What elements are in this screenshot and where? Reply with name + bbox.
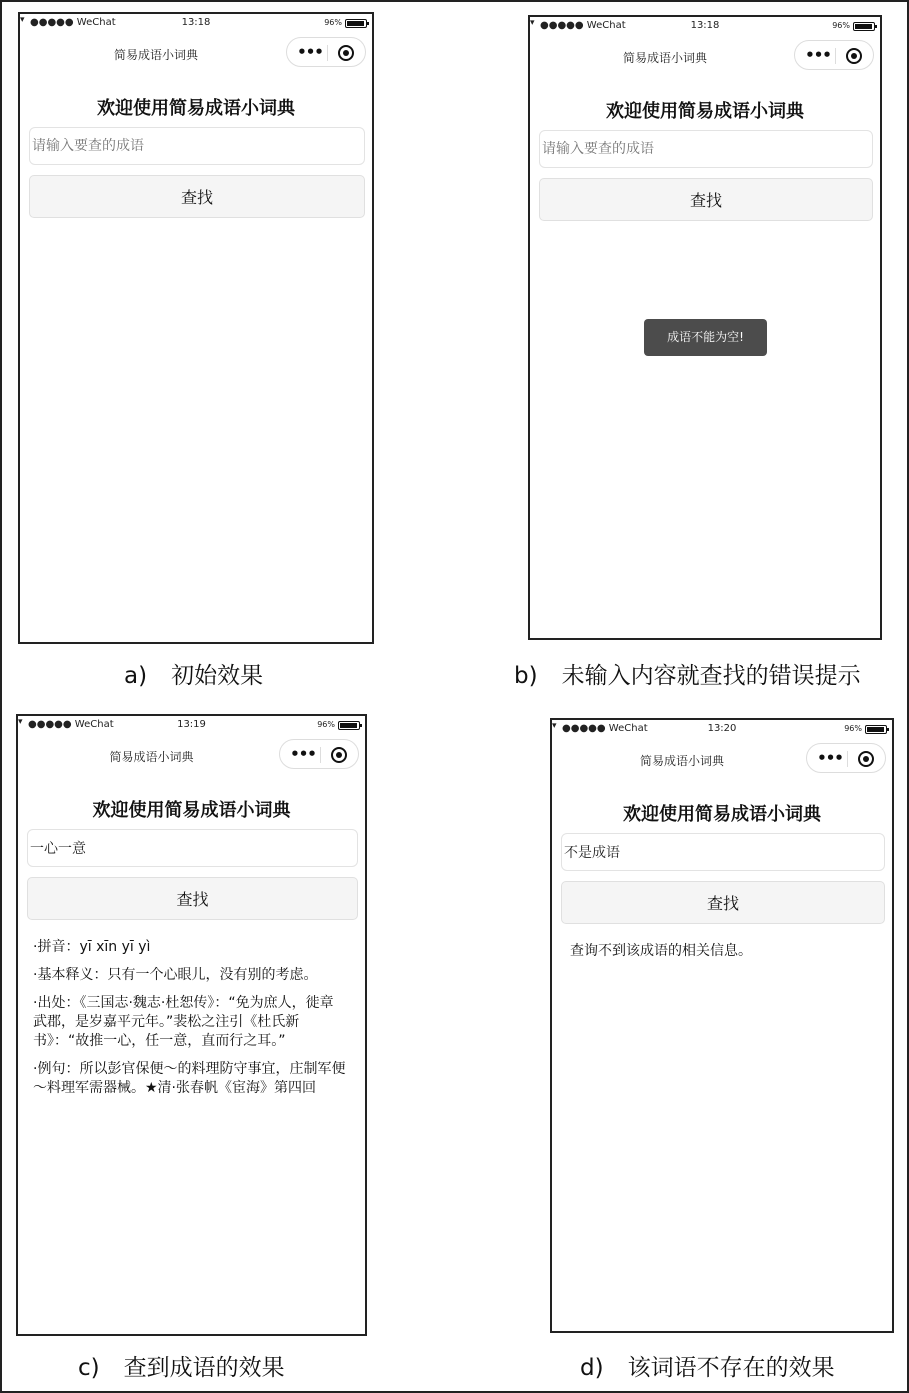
caption-text: 初始效果 bbox=[171, 663, 264, 689]
battery-icon bbox=[338, 721, 360, 730]
caption-letter: d) bbox=[580, 1355, 604, 1381]
battery-fill bbox=[855, 24, 872, 29]
battery-fill bbox=[340, 723, 357, 728]
idiom-result bbox=[33, 938, 347, 1107]
caption-c bbox=[78, 1349, 285, 1382]
carrier-label: ●●●●● WeChat bbox=[540, 20, 626, 31]
idiom-input[interactable] bbox=[27, 829, 358, 867]
phone-screen-initial bbox=[18, 12, 374, 644]
search-button[interactable]: 查找 bbox=[27, 877, 358, 920]
nav-bar bbox=[20, 36, 372, 70]
battery-percent: 96% bbox=[844, 724, 862, 733]
caption-letter: a) bbox=[124, 663, 148, 689]
wifi-icon: ▾ bbox=[18, 717, 23, 727]
caption-letter: b) bbox=[514, 663, 538, 689]
miniprogram-capsule bbox=[279, 739, 359, 769]
idiom-input[interactable] bbox=[561, 833, 885, 871]
close-target-icon[interactable] bbox=[858, 751, 874, 767]
carrier-label: ●●●●● WeChat bbox=[28, 719, 114, 730]
nav-bar bbox=[530, 39, 880, 73]
nav-title: 简易成语小词典 bbox=[639, 754, 724, 768]
error-toast: 成语不能为空! bbox=[644, 319, 767, 356]
miniprogram-capsule bbox=[806, 743, 886, 773]
more-menu-icon[interactable]: ••• bbox=[290, 745, 316, 763]
miniprogram-capsule bbox=[794, 40, 874, 70]
result-meaning: ·基本释义：只有一个心眼儿，没有别的考虑。 bbox=[33, 967, 318, 983]
status-bar bbox=[18, 716, 365, 736]
phone-screen-empty-error bbox=[528, 15, 882, 640]
nav-bar bbox=[18, 738, 365, 772]
carrier-label: ●●●●● WeChat bbox=[30, 17, 116, 28]
capsule-divider bbox=[847, 751, 848, 767]
miniprogram-capsule bbox=[286, 37, 366, 67]
idiom-input[interactable] bbox=[539, 130, 873, 168]
status-bar bbox=[530, 17, 880, 37]
idiom-input[interactable] bbox=[29, 127, 365, 165]
page-heading: 欢迎使用简易成语小词典 bbox=[623, 804, 821, 825]
capsule-divider bbox=[835, 48, 836, 64]
carrier-label: ●●●●● WeChat bbox=[562, 723, 648, 734]
more-menu-icon[interactable]: ••• bbox=[805, 46, 831, 64]
status-time: 13:19 bbox=[177, 719, 206, 730]
page-heading: 欢迎使用简易成语小词典 bbox=[606, 101, 804, 122]
battery-percent: 96% bbox=[324, 18, 342, 27]
battery-percent: 96% bbox=[832, 21, 850, 30]
status-time: 13:18 bbox=[181, 17, 211, 28]
phone-screen-not-found bbox=[550, 718, 894, 1333]
battery-fill bbox=[347, 21, 364, 26]
search-button[interactable]: 查找 bbox=[29, 175, 365, 218]
phone-screen-found bbox=[16, 714, 367, 1336]
battery-icon bbox=[865, 725, 887, 734]
nav-title: 简易成语小词典 bbox=[113, 48, 198, 62]
more-menu-icon[interactable]: ••• bbox=[817, 749, 843, 767]
result-example: ·例句：所以彭官保便～的料理防守事宜，庄制军便～料理军需器械。★清·张春帆《宦海》第四回 bbox=[33, 1061, 346, 1096]
close-target-icon[interactable] bbox=[331, 747, 347, 763]
close-target-icon[interactable] bbox=[338, 45, 354, 61]
status-bar bbox=[20, 14, 372, 34]
nav-title: 简易成语小词典 bbox=[622, 51, 707, 65]
caption-text: 查到成语的效果 bbox=[123, 1355, 285, 1381]
caption-d bbox=[580, 1349, 835, 1382]
wifi-icon: ▾ bbox=[20, 15, 25, 25]
caption-text: 该词语不存在的效果 bbox=[627, 1355, 835, 1381]
battery-icon bbox=[853, 22, 875, 31]
caption-a bbox=[124, 657, 263, 690]
close-target-icon[interactable] bbox=[846, 48, 862, 64]
nav-bar bbox=[552, 742, 892, 776]
page-heading: 欢迎使用简易成语小词典 bbox=[92, 800, 291, 821]
more-menu-icon[interactable]: ••• bbox=[297, 43, 323, 61]
status-time: 13:20 bbox=[707, 723, 737, 734]
battery-percent: 96% bbox=[317, 720, 335, 729]
search-button[interactable]: 查找 bbox=[561, 881, 885, 924]
page-heading: 欢迎使用简易成语小词典 bbox=[97, 98, 295, 119]
wifi-icon: ▾ bbox=[530, 18, 535, 28]
caption-text: 未输入内容就查找的错误提示 bbox=[561, 663, 861, 689]
battery-icon bbox=[345, 19, 367, 28]
battery-fill bbox=[867, 727, 884, 732]
caption-letter: c) bbox=[78, 1355, 100, 1381]
capsule-divider bbox=[320, 747, 321, 763]
nav-title: 简易成语小词典 bbox=[109, 750, 194, 764]
wifi-icon: ▾ bbox=[552, 721, 557, 731]
not-found-message: 查询不到该成语的相关信息。 bbox=[570, 943, 752, 959]
result-pinyin: ·拼音：yī xīn yī yì bbox=[33, 939, 151, 955]
status-time: 13:18 bbox=[690, 20, 720, 31]
capsule-divider bbox=[327, 45, 328, 61]
caption-b bbox=[514, 657, 861, 690]
search-button[interactable]: 查找 bbox=[539, 178, 873, 221]
status-bar bbox=[552, 720, 892, 740]
result-source: ·出处：《三国志·魏志·杜恕传》：“免为庶人，徙章武郡，是岁嘉平元年。”裴松之注引《杜氏新书》：“故推一心，任一意，直而行之耳。” bbox=[33, 995, 334, 1049]
